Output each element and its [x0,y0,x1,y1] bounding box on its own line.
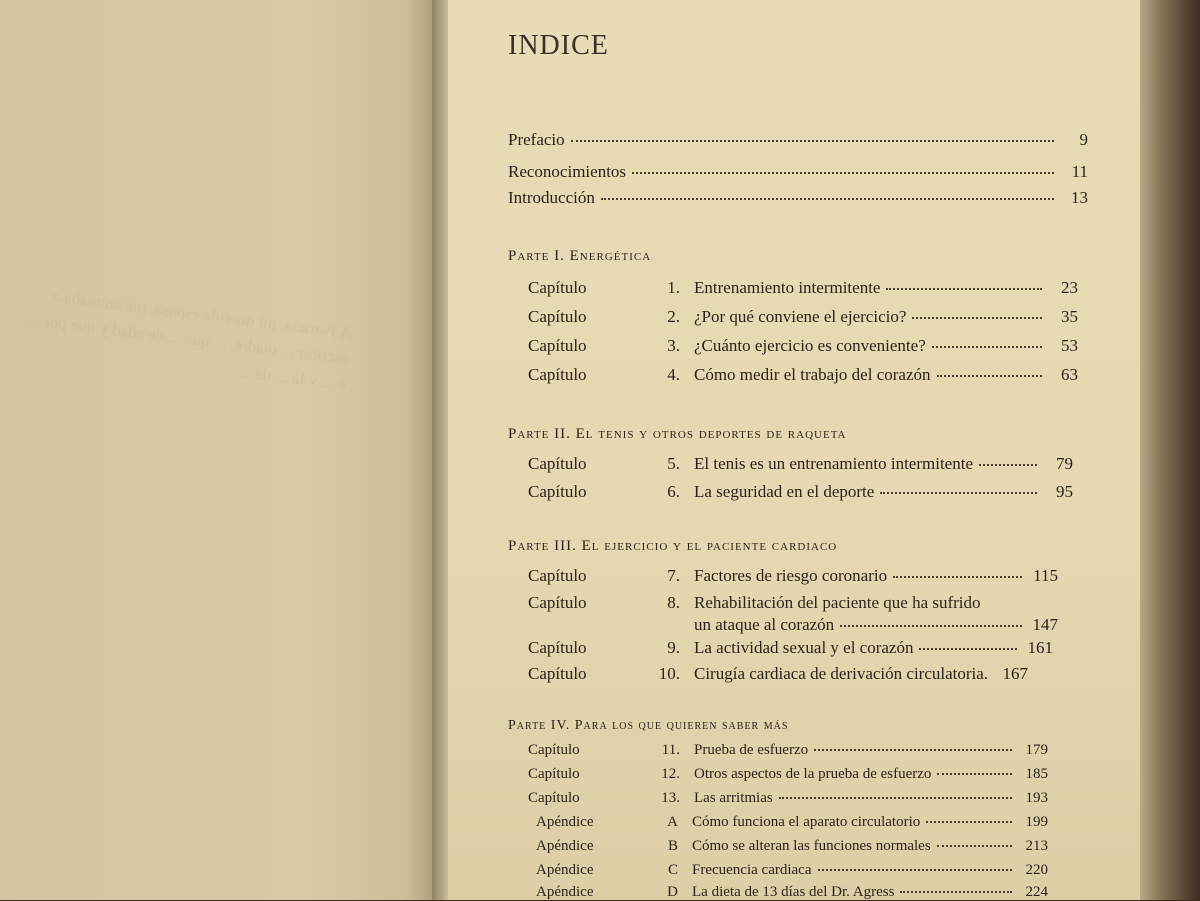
dot-leader [937,375,1043,377]
chapter-page: 167 [1002,664,1029,683]
chapter-page: 79 [1056,454,1073,473]
dot-leader [932,346,1042,348]
part-heading: Parte III. El ejercicio y el paciente cardiaco [508,538,838,554]
toc-row-chapter [528,664,1053,684]
appendix-kind: Apéndice [536,838,594,854]
chapter-title: Otros aspectos de la prueba de esfuerzo [694,766,932,782]
toc-row-prefacio [508,130,1088,150]
appendix-page: 220 [1025,862,1048,878]
page-edge-shadow [1140,0,1200,900]
chapter-number: 10. [658,664,680,683]
dot-leader [900,891,1012,893]
chapter-kind: Capítulo [528,278,587,297]
toc-row-chapter [528,638,1053,658]
chapter-kind: Capítulo [528,365,587,384]
chapter-number: 1. [667,278,680,297]
chapter-kind: Capítulo [528,482,587,501]
chapter-page: 185 [1025,766,1048,782]
chapter-title: La seguridad en el deporte [694,482,875,501]
toc-entry-page: 9 [1079,130,1088,149]
chapter-kind: Capítulo [528,454,587,473]
appendix-title: Frecuencia cardiaca [692,862,812,878]
dot-leader [937,845,1012,847]
chapter-kind: Capítulo [528,638,587,657]
appendix-kind: Apéndice [536,884,594,900]
dot-leader [937,773,1012,775]
bleed-through-text: A Patricia, mi querida esposa, me animaba a escribir ... madre, ... que ... de edad y que por ... e ... y la ... de ... [26,286,354,394]
toc-entry-label: Reconocimientos [508,162,627,181]
chapter-title: Rehabilitación del paciente que ha sufrido [694,593,981,612]
chapter-kind: Capítulo [528,593,587,612]
chapter-kind: Capítulo [528,790,580,806]
toc-row-appendix [536,838,1048,855]
chapter-title: Entrenamiento intermitente [694,278,881,297]
toc-entry-label: Prefacio [508,130,565,149]
toc-row-chapter [528,482,1073,502]
chapter-title: ¿Cuánto ejercicio es conveniente? [694,336,926,355]
dot-leader [886,288,1042,290]
page-title: INDICE [508,30,609,61]
chapter-page: 35 [1061,307,1078,326]
toc-row-appendix [536,884,1048,901]
chapter-page: 95 [1056,482,1073,501]
dot-leader [601,198,1054,200]
chapter-kind: Capítulo [528,566,587,585]
table-of-contents [448,0,1160,900]
chapter-number: 9. [667,638,680,657]
toc-row-chapter [528,742,1048,759]
part-heading: Parte IV. Para los que quieren saber más [508,718,789,733]
toc-row-chapter [528,566,1058,586]
chapter-title: El tenis es un entrenamiento intermitente [694,454,973,473]
chapter-title: Cirugía cardiaca de derivación circulatoria. [694,664,989,683]
chapter-page: 115 [1033,566,1058,585]
appendix-letter: C [667,862,678,878]
chapter-title: Factores de riesgo coronario [694,566,888,585]
chapter-kind: Capítulo [528,336,587,355]
dot-leader [880,492,1037,494]
appendix-title: La dieta de 13 días del Dr. Agress [692,884,895,900]
toc-row-chapter [528,593,1058,613]
dot-leader [919,648,1017,650]
appendix-kind: Apéndice [536,814,594,830]
chapter-page: 23 [1061,278,1078,297]
dot-leader [814,749,1012,751]
toc-row-chapter [528,336,1078,356]
dot-leader [840,625,1022,627]
toc-entry-page: 13 [1071,188,1088,207]
dot-leader [912,317,1042,319]
chapter-number: 8. [667,593,680,612]
chapter-page: 147 [1032,615,1058,634]
chapter-number: 3. [667,336,680,355]
chapter-title: La actividad sexual y el corazón [694,638,914,657]
appendix-page: 213 [1025,838,1048,854]
chapter-page: 53 [1061,336,1078,355]
appendix-page: 224 [1025,884,1048,900]
toc-row-chapter-continuation [694,615,1058,635]
toc-entry-page: 11 [1071,162,1088,181]
toc-row-chapter [528,307,1078,327]
toc-row-chapter [528,278,1078,298]
toc-entry-label: Introducción [508,188,595,207]
chapter-page: 161 [1027,638,1053,657]
chapter-kind: Capítulo [528,766,580,782]
chapter-title-continued: un ataque al corazón [694,615,835,634]
appendix-letter: A [667,814,678,830]
toc-row-chapter [528,454,1073,474]
appendix-page: 199 [1025,814,1048,830]
chapter-number: 13. [661,790,680,806]
chapter-kind: Capítulo [528,307,587,326]
left-page [0,0,440,900]
toc-row-chapter [528,365,1078,385]
chapter-title: Prueba de esfuerzo [694,742,809,758]
chapter-page: 179 [1025,742,1048,758]
dot-leader [632,172,1054,174]
chapter-number: 2. [667,307,680,326]
toc-row-reconocimientos [508,162,1088,182]
part-heading: Parte I. Energética [508,248,652,264]
chapter-kind: Capítulo [528,742,580,758]
appendix-kind: Apéndice [536,862,594,878]
appendix-letter: B [667,838,678,854]
part-heading: Parte II. El tenis y otros deportes de raqueta [508,426,847,442]
toc-row-introduccion [508,188,1088,208]
toc-row-chapter [528,766,1048,783]
chapter-number: 7. [667,566,680,585]
dot-leader [779,797,1012,799]
chapter-page: 63 [1061,365,1078,384]
dot-leader [893,576,1022,578]
appendix-letter: D [667,884,678,900]
chapter-number: 12. [661,766,680,782]
toc-row-appendix [536,814,1048,831]
appendix-title: Cómo se alteran las funciones normales [692,838,931,854]
dot-leader [571,140,1054,142]
chapter-title: Las arritmias [694,790,773,806]
chapter-title: ¿Por qué conviene el ejercicio? [694,307,907,326]
chapter-number: 11. [661,742,680,758]
toc-row-appendix [536,862,1048,879]
dot-leader [926,821,1012,823]
chapter-title: Cómo medir el trabajo del corazón [694,365,931,384]
right-page [448,0,1160,900]
chapter-page: 193 [1025,790,1048,806]
chapter-number: 5. [667,454,680,473]
chapter-number: 6. [667,482,680,501]
chapter-kind: Capítulo [528,664,587,683]
toc-row-chapter [528,790,1048,807]
dot-leader [818,869,1013,871]
dot-leader [979,464,1037,466]
chapter-number: 4. [667,365,680,384]
appendix-title: Cómo funciona el aparato circulatorio [692,814,921,830]
